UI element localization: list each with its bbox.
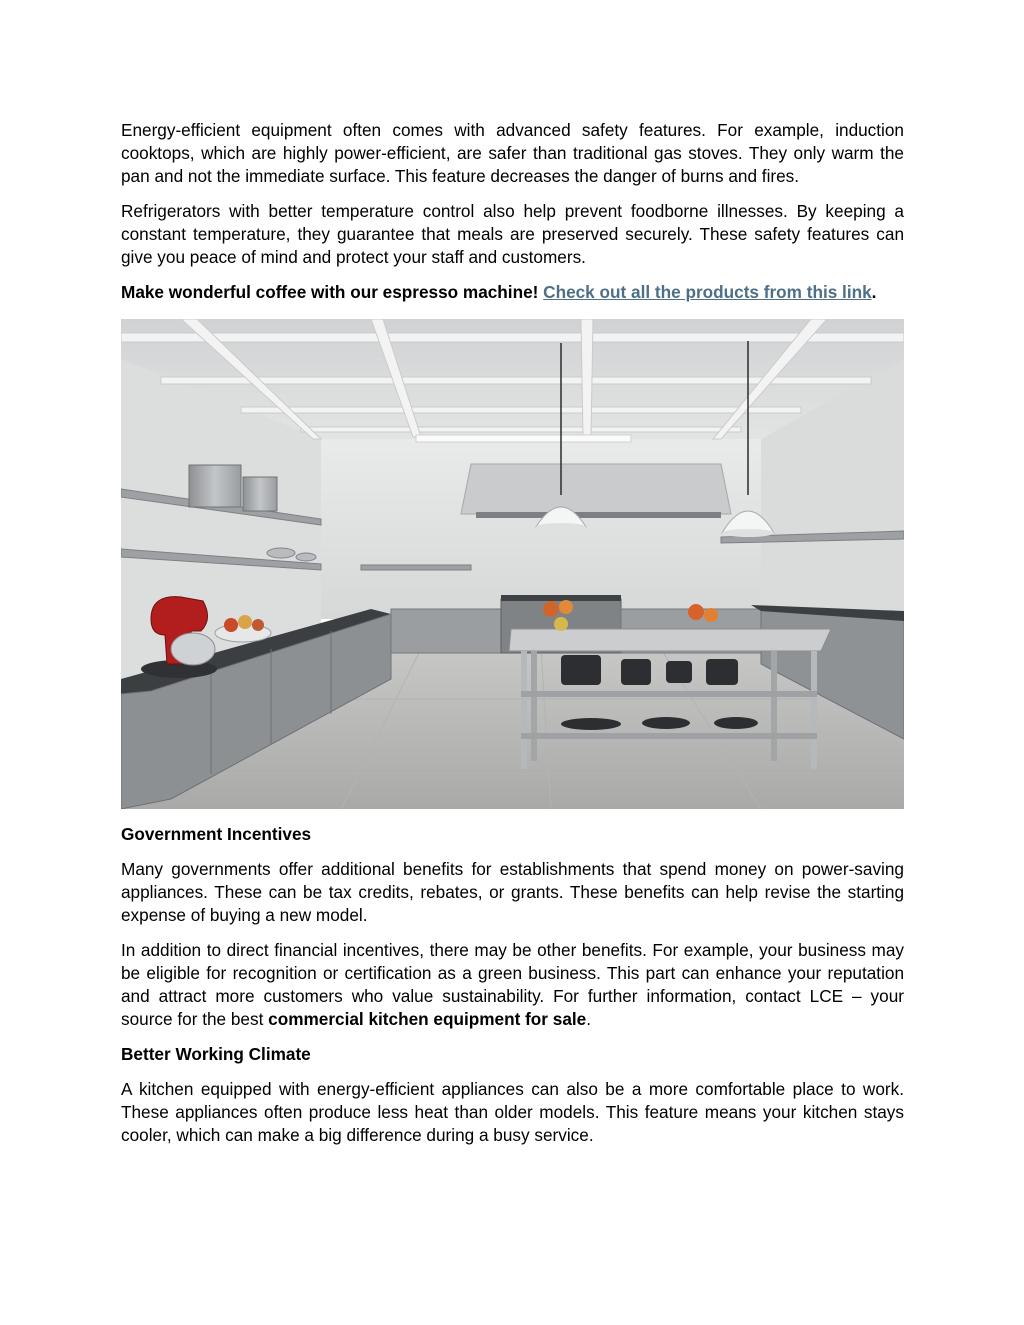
equipment-sale-phrase: commercial kitchen equipment for sale (268, 1009, 587, 1029)
safety-paragraph-2: Refrigerators with better temperature control also help prevent foodborne illnesses. By keeping a constant temperature, they guarantee that meals are preserved securely. These safety features can give you peace of mind and protect your staff and customers. (121, 201, 904, 267)
climate-heading: Better Working Climate (121, 1044, 311, 1064)
government-paragraph-1: Many governments offer additional benefits for establishments that spend money on power-saving appliances. These can be tax credits, rebates, or grants. These benefits can help revise the starting expense of buying a new model. (121, 859, 904, 925)
government-paragraph-2-text: In addition to direct financial incentives, there may be other benefits. For example, your business may be eligible for recognition or certification as a green business. This part can enhance your reputation and attract more customers who value sustainability. For further information, contact LCE – your source for the best (121, 940, 904, 1029)
products-link[interactable]: Check out all the products from this link (543, 282, 872, 302)
promo-period: . (871, 282, 877, 302)
government-paragraph-2 (121, 939, 904, 1031)
document-content (121, 119, 904, 1147)
commercial-kitchen-photo (121, 319, 904, 809)
climate-paragraph-1: A kitchen equipped with energy-efficient appliances can also be a more comfortable place to work. These appliances often produce less heat than older models. This feature means your kitchen stays cooler, which can make a big difference during a busy service. (121, 1079, 904, 1145)
government-paragraph-2-end: . (586, 1009, 591, 1029)
safety-paragraph-1: Energy-efficient equipment often comes with advanced safety features. For example, induction cooktops, which are highly power-efficient, are safer than traditional gas stoves. They only warm the pan and not the immediate surface. This feature decreases the danger of burns and fires. (121, 120, 904, 186)
promo-bold-text: Make wonderful coffee with our espresso machine! (121, 282, 544, 302)
government-heading: Government Incentives (121, 824, 312, 844)
promo-paragraph (121, 281, 904, 304)
